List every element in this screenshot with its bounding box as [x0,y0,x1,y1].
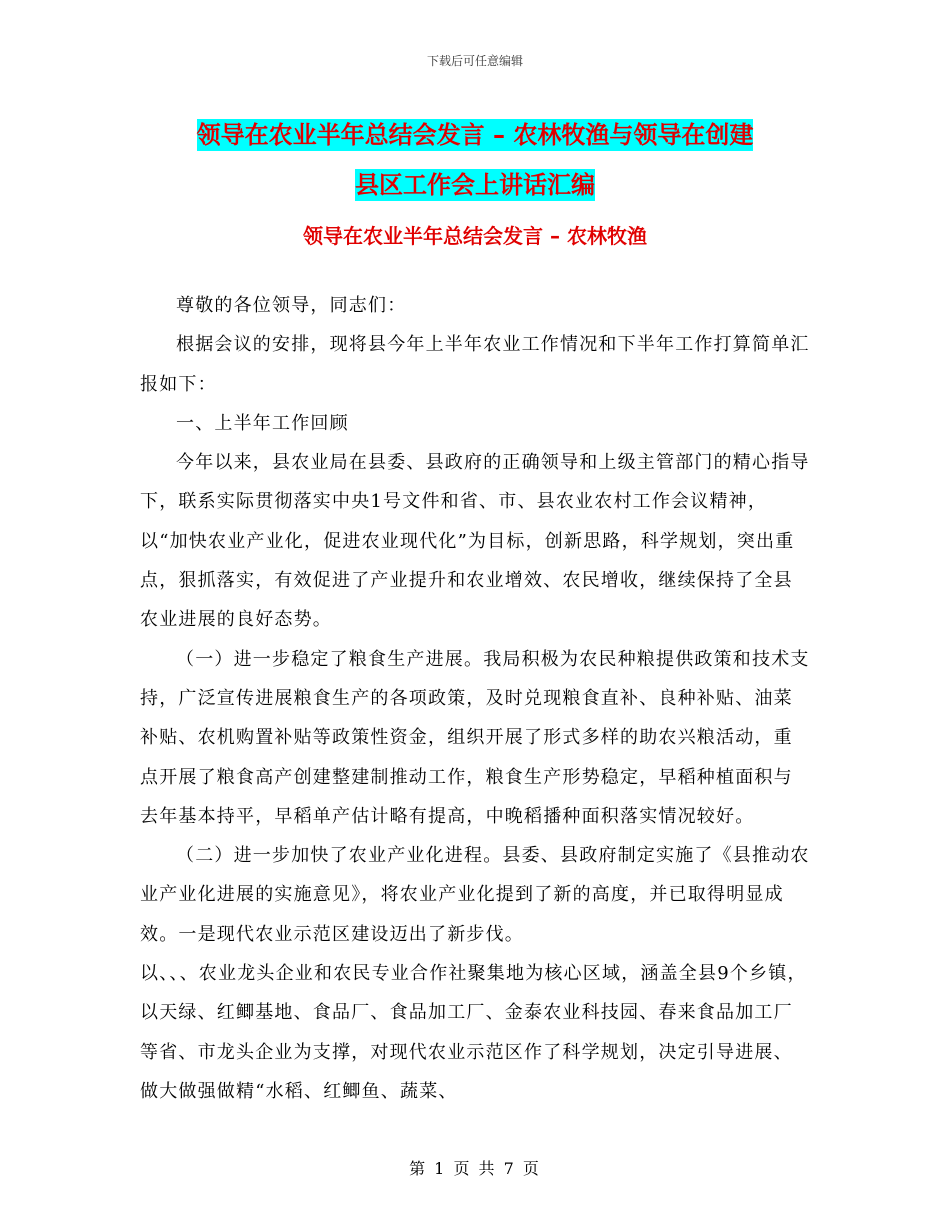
intro-paragraph: 根据会议的安排，现将县今年上半年农业工作情况和下半年工作打算简单汇报如下： [140,334,810,395]
document-title [140,110,810,210]
heading-review: 一、上半年工作回顾 [176,412,349,434]
grain-production-paragraph: （一）进一步稳定了粮食生产进展。我局积极为农民种粮提供政策和技术支持，广泛宣传进展粮食生产的各项政策，及时兑现粮食直补、良种补贴、油菜补贴、农机购置补贴等政策性资金，组织开展了形式多样的助农兴粮活动，重点开展了粮食高产创建整建制推动工作，粮食生产形势稳定，早稻种植面积与去年基本持平，早稻单产估计略有提高，中晚稻播种面积落实情况较好。 [140,648,810,827]
salutation-paragraph: 尊敬的各位领导，同志们： [176,295,407,316]
page-header-note: 下载后可任意编辑 [426,54,523,68]
industrialization-paragraph: （二）进一步加快了农业产业化进程。县委、县政府制定实施了《县推动农业产业化进展的实施意见》，将农业产业化提到了新的高度，并已取得明显成效。一是现代农业示范区建设迈出了新步伐。 [140,845,810,945]
overview-paragraph: 今年以来，县农业局在县委、县政府的正确领导和上级主管部门的精心指导下，联系实际贯彻落实中央1号文件和省、市、县农业农村工作会议精神，以“加快农业产业化，促进农业现代化”为目标，创新思路，科学规划，突出重点，狠抓落实，有效促进了产业提升和农业增效、农民增收，继续保持了全县农业进展的良好态势。 [140,452,810,631]
page-footer: 第 1 页 共 7 页 [409,1159,541,1178]
document-body [140,286,810,1111]
document-title-line-1: 领导在农业半年总结会发言 – 农林牧渔与领导在创建 [196,121,754,149]
document-title-line-2: 县区工作会上讲话汇编 [355,171,595,199]
demonstration-zone-paragraph: 以、、、农业龙头企业和农民专业合作社聚集地为核心区域，涵盖全县9个乡镇，以天绿、红鲫基地、食品厂、食品加工厂、金泰农业科技园、春来食品加工厂等省、市龙头企业为支撑，对现代农业示范区作了科学规划，决定引导进展、做大做强做精“水稻、红鲫鱼、蔬菜、 [140,963,807,1102]
section-title: 领导在农业半年总结会发言 – 农林牧渔 [303,224,647,248]
